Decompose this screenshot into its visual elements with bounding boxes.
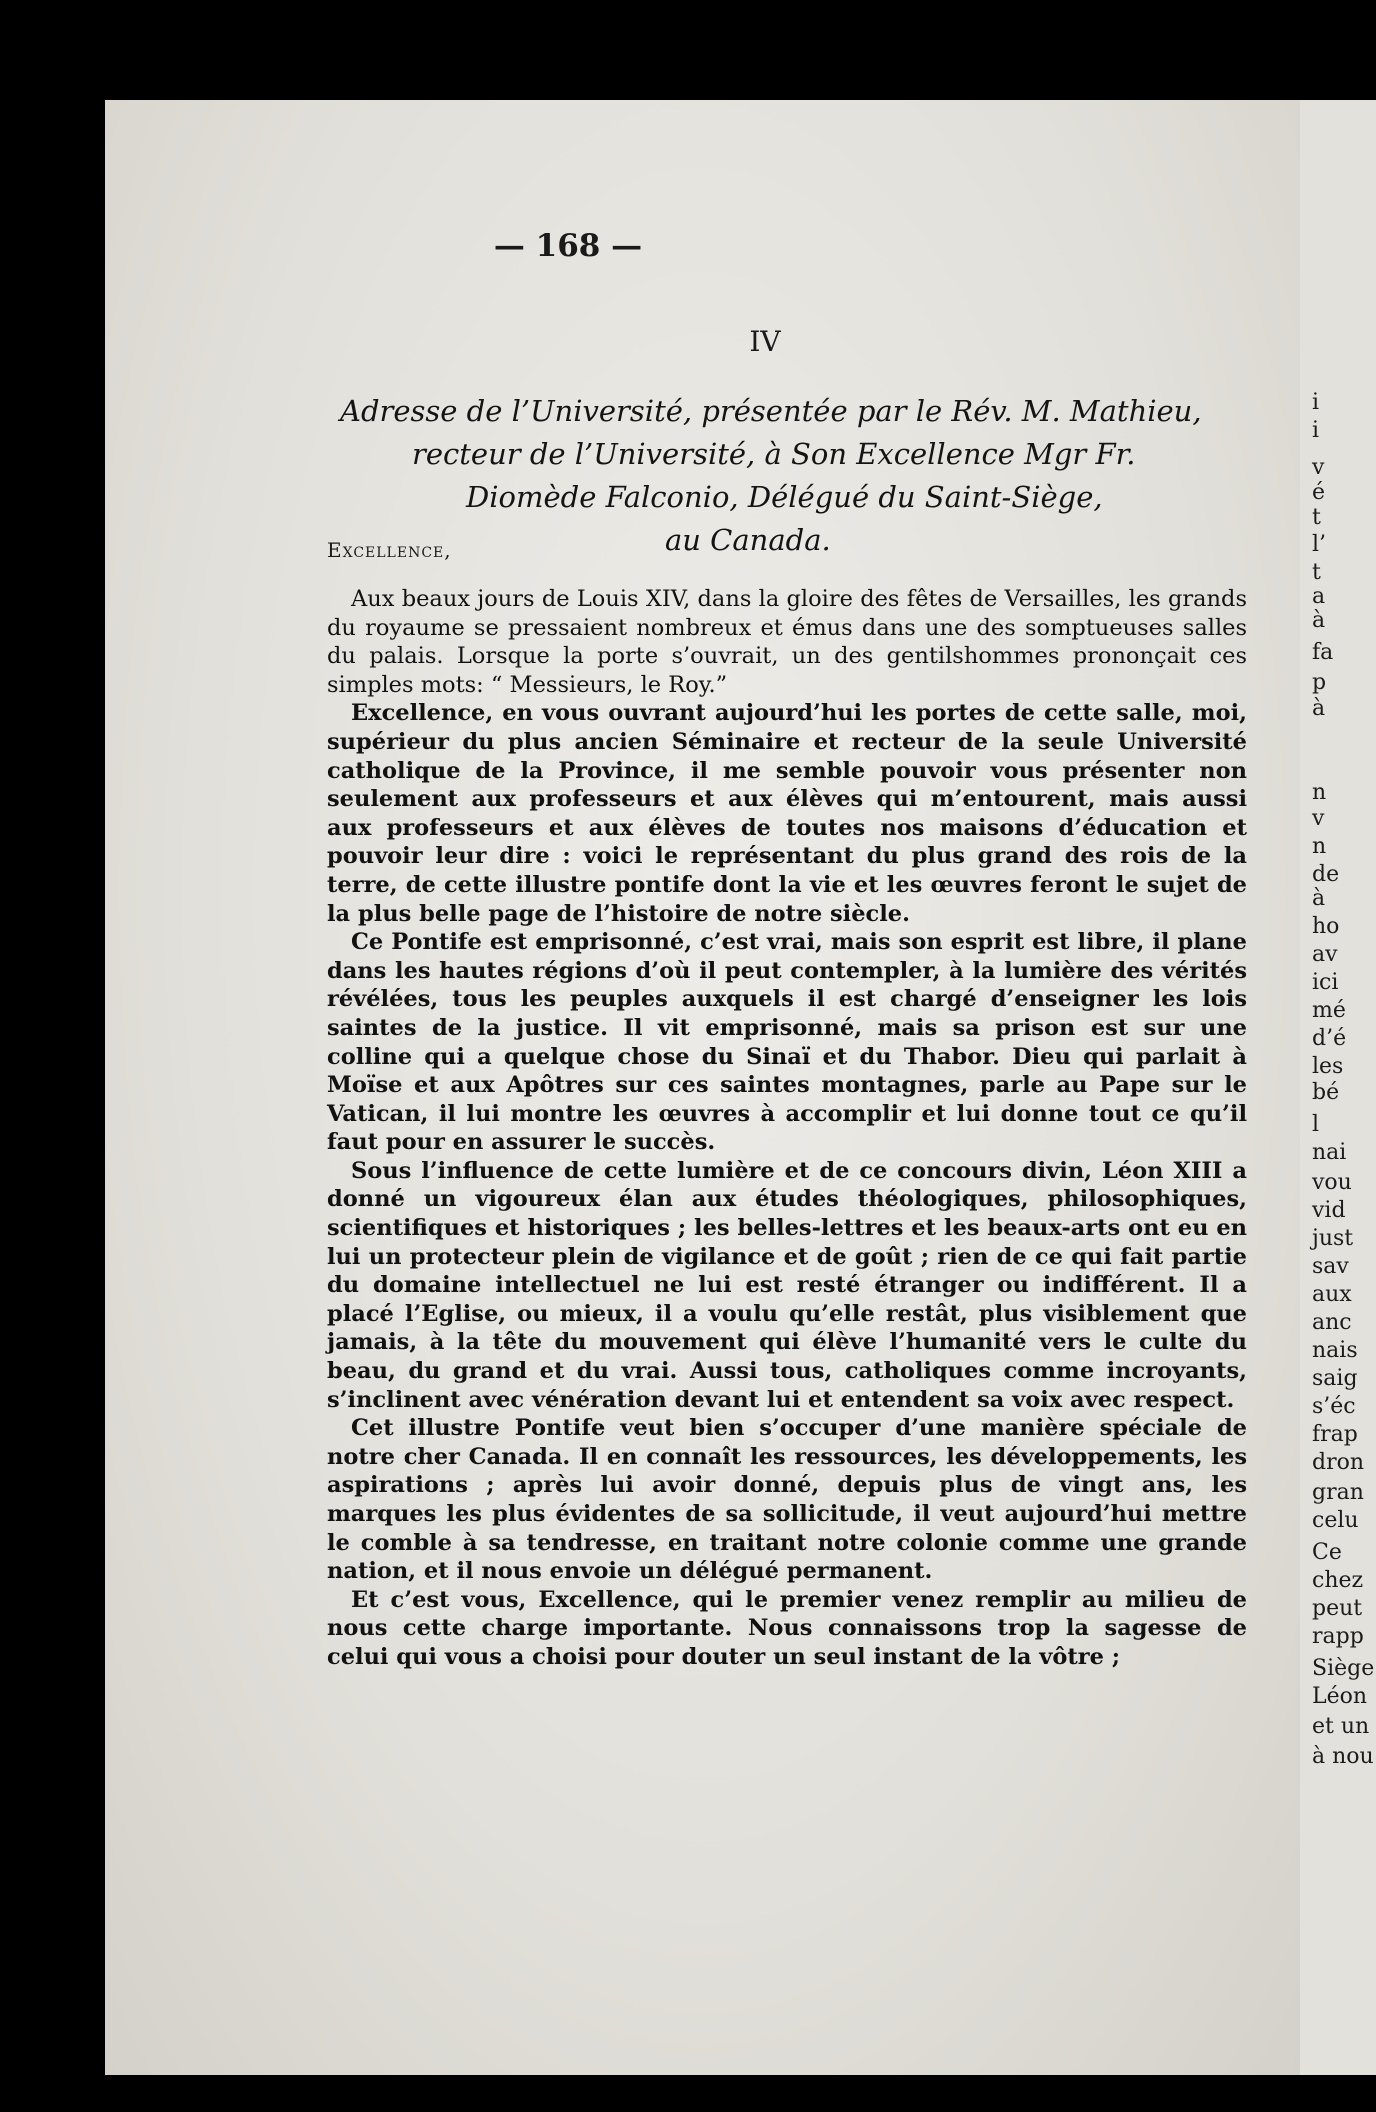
facing-page-fragment: à — [1312, 696, 1326, 721]
facing-page-fragment: rapp — [1312, 1624, 1364, 1649]
paragraph: Aux beaux jours de Louis XIV, dans la gloire des fêtes de Versailles, les grands du royaume se pressaient nombreux et émus dans une des somptueuses salles du palais. Lorsque la porte s’ouvrait, un des gentilshommes prononçait ces simples mots: “ Messieurs, le Roy.” — [327, 586, 1247, 698]
facing-page-fragment: p — [1312, 670, 1327, 695]
paragraph: Et c’est vous, Excellence, qui le premier venez remplir au milieu de nous cette charge importante. Nous connaissons trop la sagesse de celui qui vous a choisi pour douter un seul instant de la vôtre ; — [327, 1586, 1247, 1670]
facing-page-fragment: i — [1312, 418, 1320, 443]
facing-page-fragment: nai — [1312, 1140, 1347, 1165]
facing-page-fragment: t — [1312, 560, 1321, 585]
facing-page-fragment: Léon — [1312, 1684, 1368, 1709]
facing-page-fragment: d’é — [1312, 1026, 1347, 1051]
facing-page-fragment: frap — [1312, 1422, 1358, 1447]
facing-page-fragment: vid — [1312, 1198, 1346, 1223]
facing-page-fragment: ho — [1312, 914, 1340, 939]
facing-page-fragment: les — [1312, 1054, 1344, 1079]
heading-line-2: recteur de l’Université, à Son Excellence Mgr Fr. — [412, 437, 1136, 471]
facing-page-fragment: Siège — [1312, 1656, 1375, 1681]
facing-page-fragment: saig — [1312, 1366, 1358, 1391]
facing-page-fragment: celu — [1312, 1508, 1359, 1533]
page-number: — 168 — — [493, 228, 643, 264]
facing-page-fragment: s’éc — [1312, 1394, 1356, 1419]
salutation: Excellence, — [327, 538, 452, 562]
facing-page-fragment: av — [1312, 942, 1338, 967]
facing-page-fragment: i — [1312, 390, 1320, 415]
heading-line-3: Diomède Falconio, Délégué du Saint-Siège, — [466, 480, 1103, 514]
paragraph: Ce Pontife est emprisonné, c’est vrai, mais son esprit est libre, il plane dans les hautes régions d’où il peut contempler, à la lumière des vérités révélées, tous les peuples auxquels il est chargé d’enseigner les lois saintes de la justice. Il vit emprisonné, mais sa prison est sur une colline qui a quelque chose du Sinaï et du Thabor. Dieu qui parlait à Moïse et aux Apôtres sur ces saintes montagnes, parle au Pape sur le Vatican, il lui montre les œuvres à accomplir et lui donne tout ce qu’il faut pour en assurer le succès. — [327, 929, 1247, 1156]
facing-page-fragment: v — [1312, 455, 1325, 480]
facing-page-fragment: Ce — [1312, 1540, 1342, 1565]
facing-page-fragment: anc — [1312, 1310, 1352, 1335]
facing-page-fragment: l’ — [1312, 532, 1327, 557]
facing-page-fragment: mé — [1312, 998, 1346, 1023]
facing-page-fragment: chez — [1312, 1568, 1364, 1593]
facing-page-fragment: a — [1312, 584, 1326, 609]
facing-page-fragment: de — [1312, 862, 1340, 887]
facing-page-fragment: dron — [1312, 1450, 1365, 1475]
paragraph: Sous l’influence de cette lumière et de ce concours divin, Léon XIII a donné un vigoureux élan aux études théologiques, philosophiques, scientifiques et historiques ; les belles-lettres et les beaux-arts ont eu en lui un protecteur plein de vigilance et de goût ; rien de ce qui fait partie du domaine intellectuel ne lui est resté étranger ou indifférent. Il a placé l’Eglise, ou mieux, il a voulu qu’elle restât, plus visiblement que jamais, à la tête du mouvement qui élève l’humanité vers le culte du beau, du grand et du vrai. Aussi tous, catholiques comme incroyants, s’inclinent avec vénération devant lui et entendent sa voix avec respect. — [327, 1157, 1247, 1413]
facing-page-fragment: é — [1312, 480, 1326, 505]
facing-page-fragment: n — [1312, 834, 1327, 859]
facing-page-fragment: nais — [1312, 1338, 1358, 1363]
facing-page-fragment: à nou — [1312, 1744, 1374, 1769]
facing-page-fragment: v — [1312, 806, 1325, 831]
facing-page-fragment: aux — [1312, 1282, 1352, 1307]
facing-page-fragment: sav — [1312, 1254, 1349, 1279]
chapter-number: IV — [749, 325, 781, 358]
facing-page-fragment: t — [1312, 505, 1321, 530]
heading-line-4: au Canada. — [665, 523, 831, 557]
facing-page-fragment: peut — [1312, 1596, 1363, 1621]
facing-page-fragment: ici — [1312, 970, 1339, 995]
paragraph: Excellence, en vous ouvrant aujourd’hui les portes de cette salle, moi, supérieur du plus ancien Séminaire et recteur de la seule Université catholique de la Province, il me semble pouvoir vous présenter non seulement aux professeurs et aux élèves qui m’entourent, mais aussi aux professeurs et aux élèves de toutes nos maisons d’éducation et pouvoir leur dire : voici le représentant du plus grand des rois de la terre, de cette illustre pontife dont la vie et les œuvres feront le sujet de la plus belle page de l’histoire de notre siècle. — [327, 700, 1247, 927]
facing-page-fragment: gran — [1312, 1480, 1364, 1505]
document-page — [105, 100, 1300, 2075]
facing-page-fragment: à — [1312, 886, 1326, 911]
facing-page-fragment: fa — [1312, 640, 1334, 665]
facing-page-fragment: l — [1312, 1112, 1320, 1137]
facing-page-fragment: bé — [1312, 1080, 1340, 1105]
facing-page-edge — [1300, 100, 1376, 2075]
facing-page-fragment: n — [1312, 780, 1327, 805]
facing-page-fragment: just — [1312, 1226, 1354, 1251]
paragraph: Cet illustre Pontife veut bien s’occuper d’une manière spéciale de notre cher Canada. Il en connaît les ressources, les développements, les aspirations ; après lui avoir donné, depuis plus de vingt ans, les marques les plus évidentes de sa sollicitude, il veut aujourd’hui mettre le comble à sa tendresse, en traitant notre colonie comme une grande nation, et il nous envoie un délégué permanent. — [327, 1415, 1247, 1585]
facing-page-fragment: vou — [1312, 1170, 1352, 1195]
facing-page-fragment: à — [1312, 608, 1326, 633]
body-text — [327, 585, 1247, 1672]
heading-line-1: Adresse de l’Université, présentée par le Rév. M. Mathieu, — [340, 394, 1202, 428]
facing-page-fragment: et un — [1312, 1714, 1370, 1739]
document-heading — [340, 390, 1240, 562]
